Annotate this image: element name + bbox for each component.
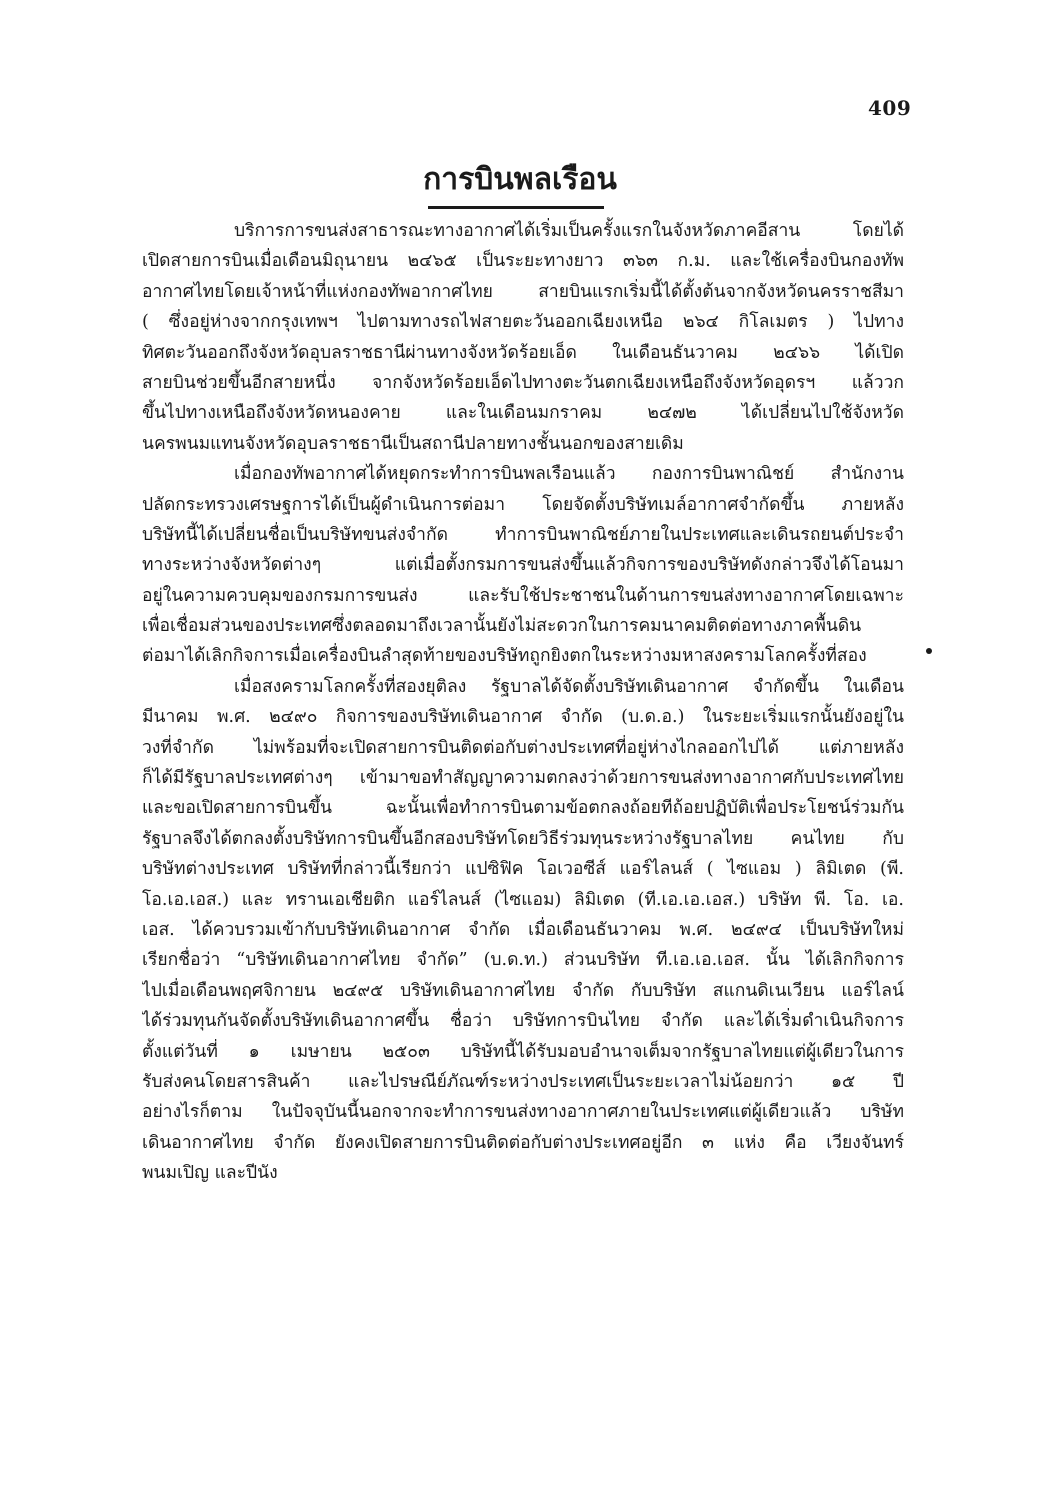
text-line: เพื่อเชื่อมส่วนของประเทศซึ่งตลอดมาถึงเวลานั้นยังไม่สะดวกในการคมนาคมติดต่อทางภาคพื้นดิน	[142, 616, 862, 637]
text-line: เรียกชื่อว่า “บริษัทเดินอากาศไทย จำกัด” (บ.ด.ท.) ส่วนบริษัท ที.เอ.เอ.เอส. นั้น ได้เลิกกิจการ	[142, 950, 904, 971]
page-title: การบินพลเรือน	[423, 162, 617, 197]
text-line: ปลัดกระทรวงเศรษฐการได้เป็นผู้ดำเนินการต่อมา โดยจัดตั้งบริษัทเมล์อากาศจำกัดขึ้น ภายหลัง	[142, 494, 904, 515]
text-line: เมื่อสงครามโลกครั้งที่สองยุติลง รัฐบาลได้จัดตั้งบริษัทเดินอากาศ จำกัดขึ้น ในเดือน	[234, 676, 904, 697]
text-line: ทิศตะวันออกถึงจังหวัดอุบลราชธานีผ่านทางจังหวัดร้อยเอ็ด ในเดือนธันวาคม ๒๔๖๖ ได้เปิด	[142, 342, 904, 363]
text-line: พนมเปิญ และปีนัง	[142, 1163, 278, 1184]
text-line: นครพนมแทนจังหวัดอุบลราชธานีเป็นสถานีปลายทางชั้นนอกของสายเดิม	[142, 433, 684, 454]
scan-speck	[926, 648, 932, 654]
text-line: ไปเมื่อเดือนพฤศจิกายน ๒๔๙๕ บริษัทเดินอากาศไทย จำกัด กับบริษัท สแกนดิเนเวียน แอร์ไลน์	[142, 980, 904, 1001]
text-line: รัฐบาลจึงได้ตกลงตั้งบริษัทการบินขึ้นอีกสองบริษัทโดยวิธีร่วมทุนระหว่างรัฐบาลไทย คนไทย กับ	[142, 828, 904, 849]
text-line: เมื่อกองทัพอากาศได้หยุดกระทำการบินพลเรือนแล้ว กองการบินพาณิชย์ สำนักงาน	[234, 464, 904, 485]
paragraph-3	[142, 672, 904, 1189]
text-line: ขึ้นไปทางเหนือถึงจังหวัดหนองคาย และในเดือนมกราคม ๒๔๗๒ ได้เปลี่ยนไปใช้จังหวัด	[142, 403, 904, 424]
text-line: รับส่งคนโดยสารสินค้า และไปรษณีย์ภัณฑ์ระหว่างประเทศเป็นระยะเวลาไม่น้อยกว่า ๑๕ ปี	[142, 1071, 904, 1092]
text-line: โอ.เอ.เอส.) และ ทรานเอเชียติก แอร์ไลนส์ (ไซแอม) ลิมิเตด (ที.เอ.เอ.เอส.) บริษัท พี. โอ. เอ.	[142, 889, 904, 910]
text-line: บริการการขนส่งสาธารณะทางอากาศได้เริ่มเป็นครั้งแรกในจังหวัดภาคอีสาน โดยได้	[234, 221, 904, 241]
text-line: อากาศไทยโดยเจ้าหน้าที่แห่งกองทัพอากาศไทย สายบินแรกเริ่มนี้ได้ตั้งต้นจากจังหวัดนครราชสีมา	[142, 281, 904, 302]
text-line: อยู่ในความควบคุมของกรมการขนส่ง และรับใช้ประชาชนในด้านการขนส่งทางอากาศโดยเฉพาะ	[142, 585, 904, 606]
text-line: เอส. ได้ควบรวมเข้ากับบริษัทเดินอากาศ จำกัด เมื่อเดือนธันวาคม พ.ศ. ๒๔๙๔ เป็นบริษัทใหม่	[142, 919, 904, 940]
text-line: ได้ร่วมทุนกันจัดตั้งบริษัทเดินอากาศขึ้น ชื่อว่า บริษัทการบินไทย จำกัด และได้เริ่มดำเนินกิจการ	[142, 1011, 904, 1032]
text-line: และขอเปิดสายการบินขึ้น ฉะนั้นเพื่อทำการบินตามข้อตกลงถ้อยทีถ้อยปฏิบัติเพื่อประโยชน์ร่วมกัน	[142, 798, 904, 819]
text-line: สายบินช่วยขึ้นอีกสายหนึ่ง จากจังหวัดร้อยเอ็ดไปทางตะวันตกเฉียงเหนือถึงจังหวัดอุดรฯ แล้ววก	[142, 372, 904, 393]
text-line: บริษัทนี้ได้เปลี่ยนชื่อเป็นบริษัทขนส่งจำกัด ทำการบินพาณิชย์ภายในประเทศและเดินรถยนต์ประจำ	[142, 524, 904, 545]
title-underline	[428, 206, 604, 209]
text-line: มีนาคม พ.ศ. ๒๔๙๐ กิจการของบริษัทเดินอากาศ จำกัด (บ.ด.อ.) ในระยะเริ่มแรกนั้นยังอยู่ใน	[142, 707, 904, 728]
paragraph-1	[142, 216, 904, 459]
text-line: เปิดสายการบินเมื่อเดือนมิถุนายน ๒๔๖๕ เป็นระยะทางยาว ๓๖๓ ก.ม. และใช้เครื่องบินกองทัพ	[142, 251, 904, 272]
text-line: ก็ได้มีรัฐบาลประเทศต่างๆ เข้ามาขอทำสัญญาความตกลงว่าด้วยการขนส่งทางอากาศกับประเทศไทย	[142, 768, 904, 789]
text-line: วงที่จำกัด ไม่พร้อมที่จะเปิดสายการบินติดต่อกับต่างประเทศที่อยู่ห่างไกลออกไปได้ แต่ภายหลัง	[142, 737, 904, 758]
text-line: ต่อมาได้เลิกกิจการเมื่อเครื่องบินลำสุดท้ายของบริษัทถูกยิงตกในระหว่างมหาสงครามโลกครั้งที่สอง	[142, 646, 867, 667]
text-line: อย่างไรก็ตาม ในปัจจุบันนี้นอกจากจะทำการขนส่งทางอากาศภายในประเทศแต่ผู้เดียวแล้ว บริษัท	[142, 1102, 904, 1123]
text-line: ( ซึ่งอยู่ห่างจากกรุงเทพฯ ไปตามทางรถไฟสายตะวันออกเฉียงเหนือ ๒๖๔ กิโลเมตร ) ไปทาง	[142, 312, 904, 333]
text-line: ตั้งแต่วันที่ ๑ เมษายน ๒๕๐๓ บริษัทนี้ได้รับมอบอำนาจเต็มจากรัฐบาลไทยแต่ผู้เดียวในการ	[142, 1041, 904, 1062]
page-number: 409	[868, 96, 912, 120]
text-line: บริษัทต่างประเทศ บริษัทที่กล่าวนี้เรียกว่า แปซิฟิค โอเวอซีส์ แอร์ไลนส์ ( ไซแอม ) ลิมิเตด (พี.	[142, 859, 904, 880]
article-body	[142, 216, 904, 1189]
text-line: ทางระหว่างจังหวัดต่างๆ แต่เมื่อตั้งกรมการขนส่งขึ้นแล้วกิจการของบริษัทดังกล่าวจึงได้โอนมา	[142, 555, 904, 576]
paragraph-2	[142, 459, 904, 672]
text-line: เดินอากาศไทย จำกัด ยังคงเปิดสายการบินติดต่อกับต่างประเทศอยู่อีก ๓ แห่ง คือ เวียงจันทร์	[142, 1132, 904, 1153]
